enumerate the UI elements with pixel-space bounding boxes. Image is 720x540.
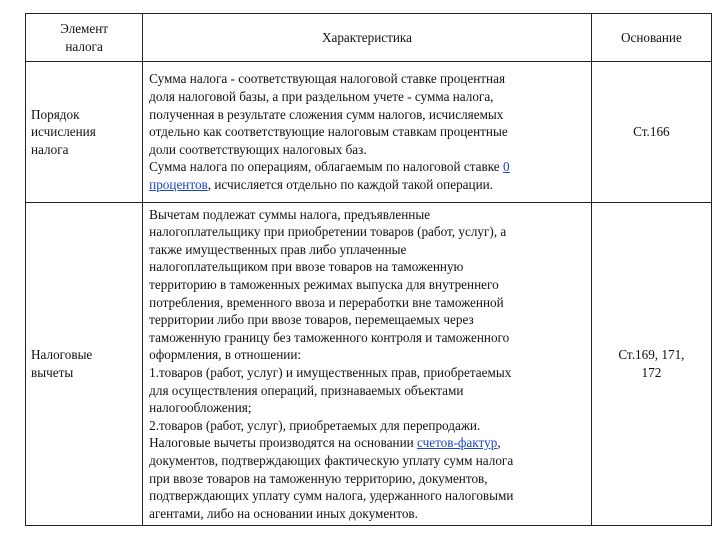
header-element-line-1: Элемент <box>60 20 109 36</box>
basis-cell <box>591 203 711 526</box>
text-line: налогоплательщику при приобретении товаров (работ, услуг), а <box>149 224 507 240</box>
invoices-link[interactable]: счетов-фактур <box>417 435 498 451</box>
text-line: потребления, временного ввоза и переработки вне таможенной <box>149 294 504 310</box>
text-line: отдельно как соответствующие налоговым ставкам процентные <box>149 124 508 140</box>
characteristic-cell <box>143 203 592 526</box>
element-line: Налоговые <box>31 347 93 363</box>
basis-line: Ст.166 <box>633 124 670 140</box>
text-fragment: Сумма налога по операциям, облагаемым по налоговой ставке <box>149 159 500 175</box>
characteristic-cell <box>143 62 592 203</box>
text-line: 1.товаров (работ, услуг) и имущественных прав, приобретаемых <box>149 365 512 380</box>
text-line: документов, подтверждающих фактическую уплату сумм налога <box>149 452 514 468</box>
text-line: территории либо при ввозе товаров, перемещаемых через <box>149 312 474 328</box>
text-line: подтверждающих уплату сумм налога, удержанного налоговыми <box>149 488 514 504</box>
element-cell <box>26 203 143 526</box>
element-line: исчисления <box>31 124 96 140</box>
text-line: доли соответствующих налоговых баз. <box>149 141 367 157</box>
text-line: Вычетам подлежат суммы налога, предъявленные <box>149 206 431 222</box>
text-line: полученная в результате сложения сумм налогов, исчисляемых <box>149 106 504 122</box>
text-line: оформления, в отношении: <box>149 347 302 363</box>
element-line: вычеты <box>31 365 74 380</box>
text-line: агентами, либо на основании иных документов. <box>149 505 418 521</box>
text-line: для осуществления операций, признаваемых объектами <box>149 382 464 398</box>
text-line <box>149 158 585 176</box>
element-cell <box>26 62 143 203</box>
table-row-calculation <box>26 62 712 203</box>
header-element-line-2: налога <box>65 38 103 54</box>
text-line: налогообложения; <box>149 400 252 416</box>
basis-line: 172 <box>641 365 662 380</box>
text-line <box>149 434 585 452</box>
header-element <box>26 14 143 62</box>
text-line: налогоплательщиком при ввозе товаров на таможенную <box>149 259 464 275</box>
text-fragment: , исчисляется отдельно по каждой такой операции. <box>207 176 493 192</box>
text-line: доля налоговой базы, а при раздельном учете - сумма налога, <box>149 89 494 105</box>
header-characteristic: Характеристика <box>143 14 592 62</box>
text-line: Сумма налога - соответствующая налоговой ставке процентная <box>149 71 506 87</box>
header-row <box>26 14 712 62</box>
text-fragment: Налоговые вычеты производятся на основании <box>149 435 418 451</box>
element-line: Порядок <box>31 106 80 122</box>
percent-link[interactable]: процентов <box>149 176 208 192</box>
zero-rate-link[interactable]: 0 <box>502 159 510 175</box>
text-line: 2.товаров (работ, услуг), приобретаемых для перепродажи. <box>149 417 481 433</box>
text-fragment: , <box>497 435 501 451</box>
text-line: таможенную границу без таможенного контроля и таможенного <box>149 329 510 345</box>
text-line: также имущественных прав либо уплаченные <box>149 241 407 257</box>
element-line: налога <box>31 141 69 157</box>
table-row-deductions <box>26 203 712 526</box>
text-line: при ввозе товаров на таможенную территорию, документов, <box>149 470 488 486</box>
header-basis: Основание <box>591 14 711 62</box>
text-line: территорию в таможенных режимах выпуска для внутреннего <box>149 277 499 293</box>
tax-elements-table <box>25 13 712 526</box>
basis-cell <box>591 62 711 203</box>
text-line <box>149 176 585 194</box>
basis-line: Ст.169, 171, <box>618 347 685 363</box>
